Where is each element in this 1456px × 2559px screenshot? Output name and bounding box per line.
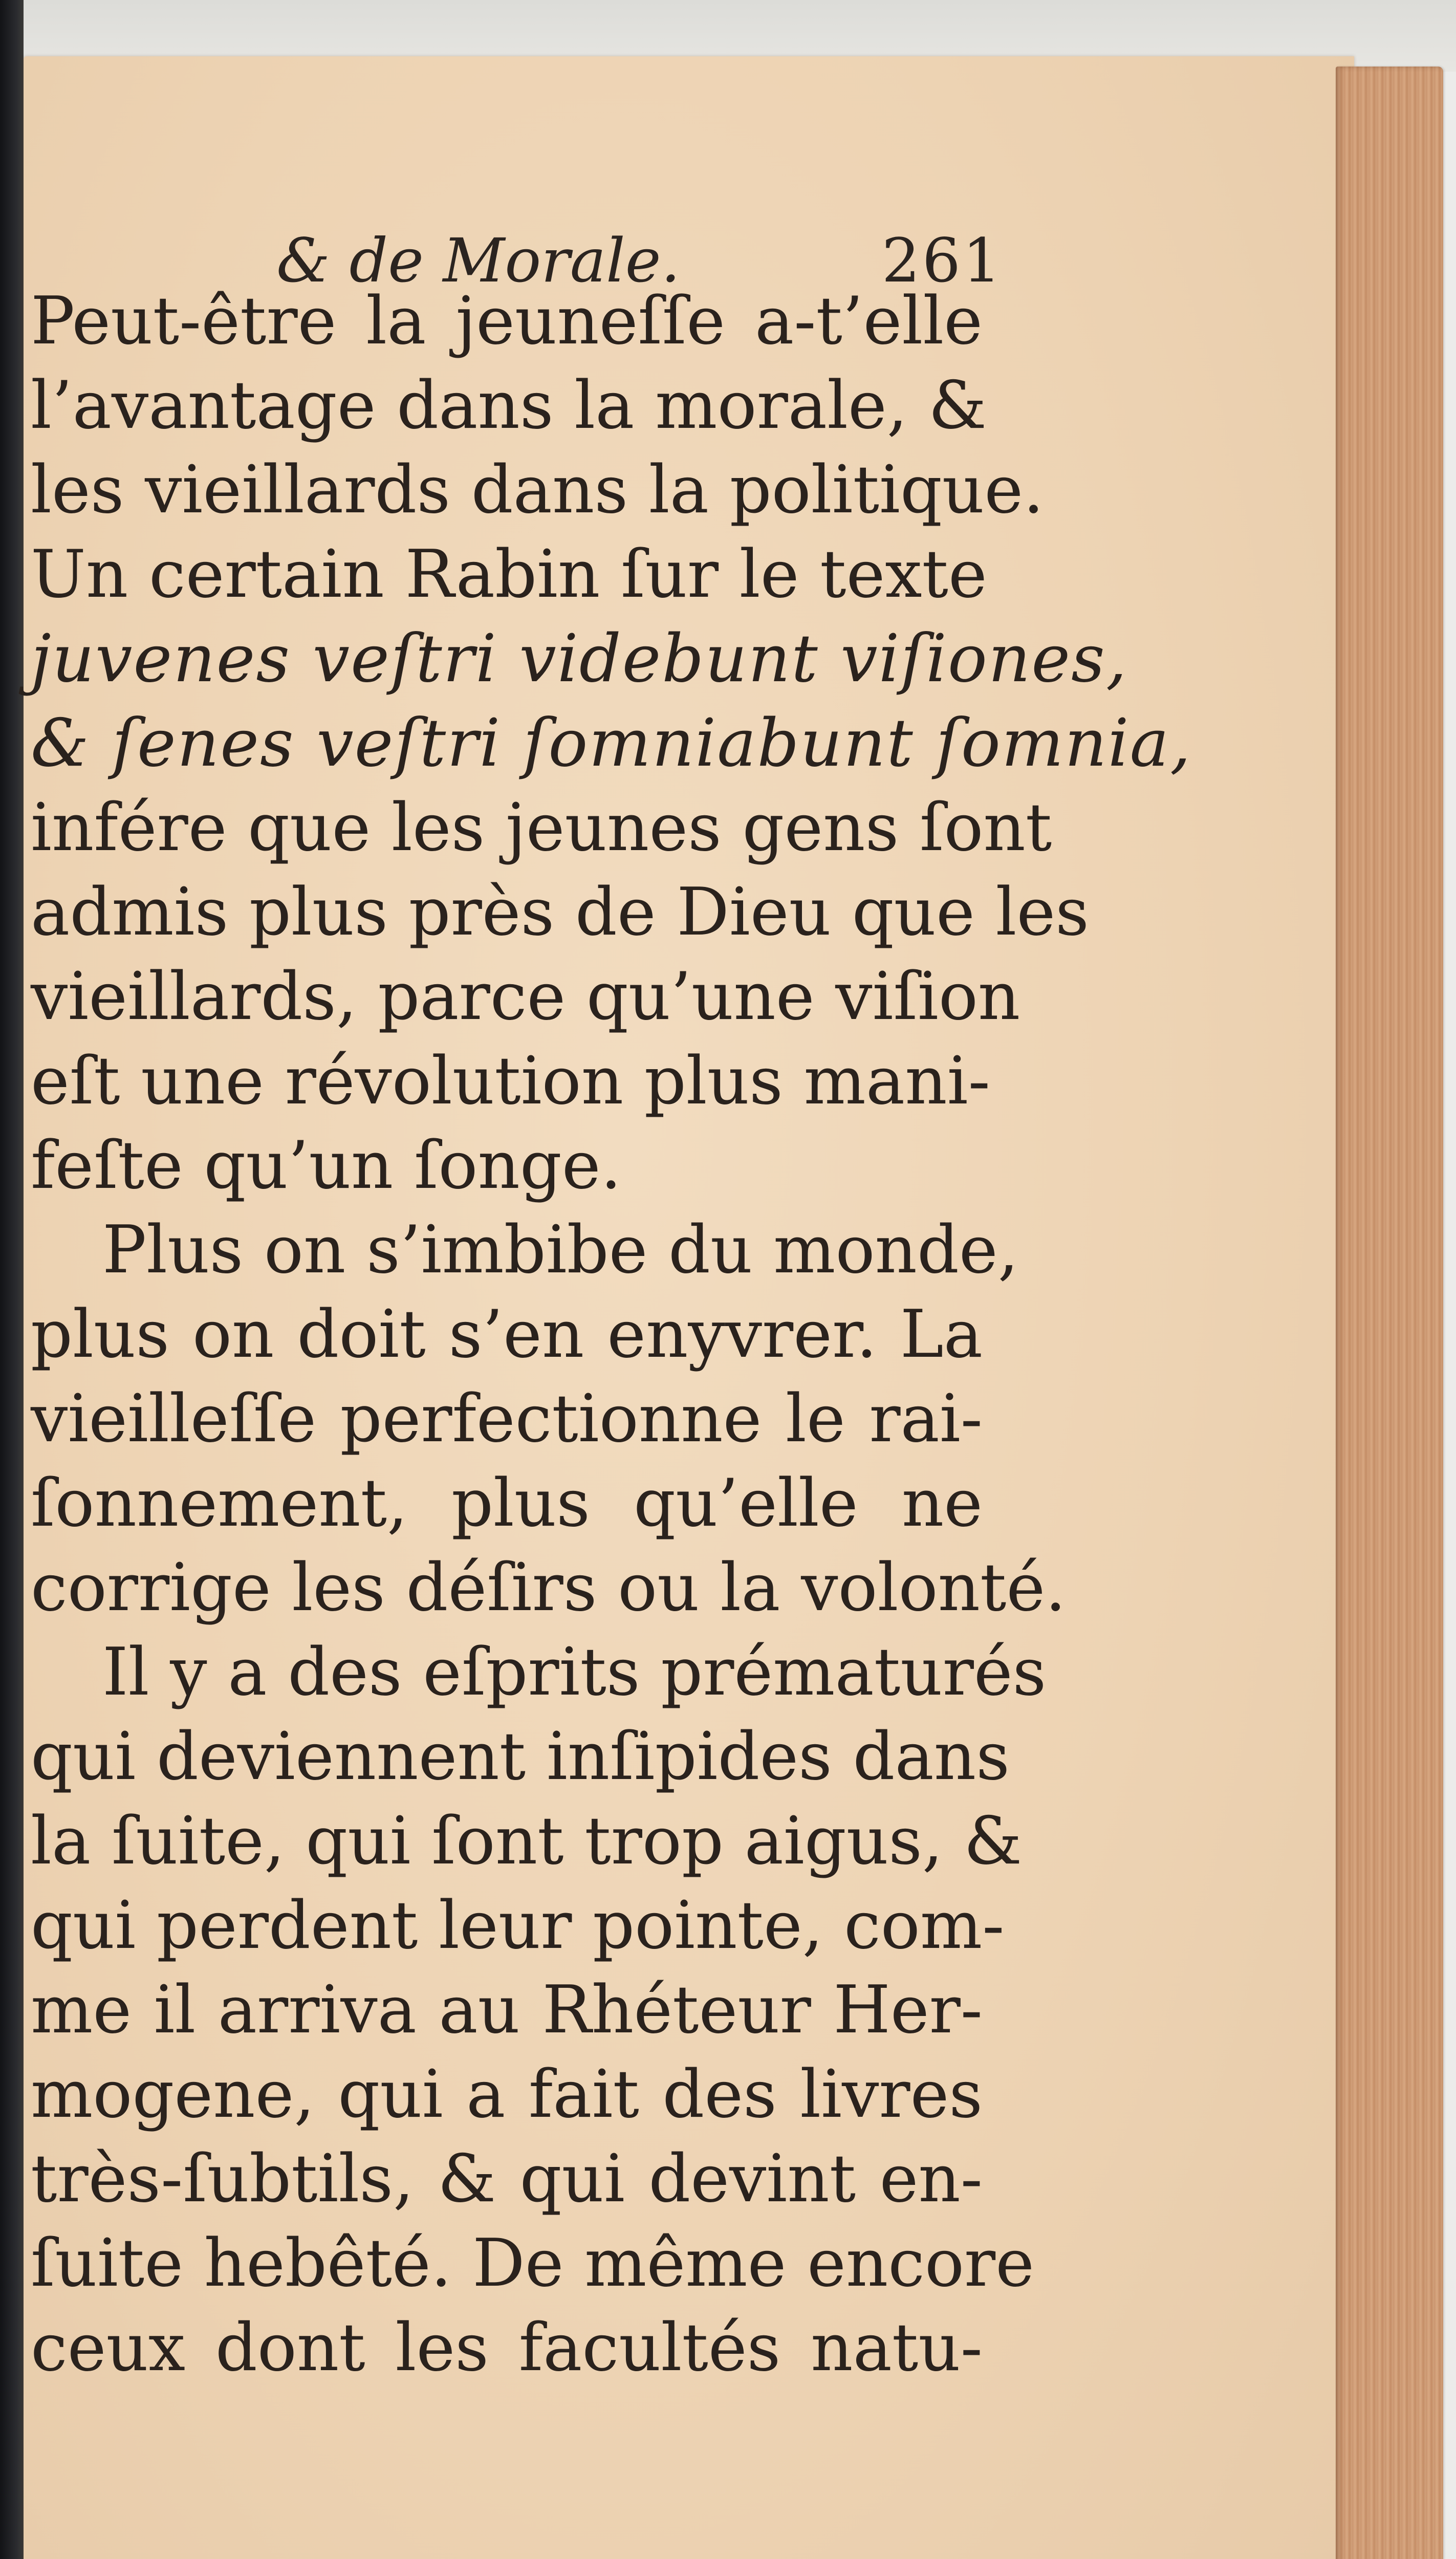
text-line: corrige les déſirs ou la volonté. [31, 1550, 1066, 1626]
page-number: 261 [881, 225, 1003, 296]
text-line: qui perdent leur pointe, com- [31, 1888, 1005, 1964]
page-edges [1336, 67, 1443, 2559]
text-line: ſonnement, plus qu’elle ne [31, 1465, 983, 1542]
text-line: eſt une révolution plus mani- [31, 1043, 990, 1119]
text-block [31, 279, 1192, 2390]
text-line: & ſenes veſtri ſomniabunt ſomnia, [31, 705, 1192, 782]
text-line: admis plus près de Dieu que les [31, 874, 1089, 950]
book-binding [0, 0, 24, 2559]
text-line: Un certain Rabin ſur le texte [31, 536, 987, 613]
text-line: ſuite hebêté. De même encore [31, 2225, 1034, 2302]
text-line: qui deviennent inſipides dans [31, 1719, 1010, 1795]
text-line: Plus on s’imbibe du monde, [102, 1212, 1019, 1288]
text-line: la ſuite, qui ſont trop aigus, & [31, 1803, 1023, 1879]
text-line: très-ſubtils, & qui devint en- [31, 2141, 983, 2217]
text-line: Peut-être la jeuneſſe a-t’elle [31, 283, 983, 359]
text-line: Il y a des eſprits prématurés [102, 1634, 1047, 1710]
text-line: vieilleſſe perfectionne le rai- [31, 1381, 983, 1457]
text-line: infére que les jeunes gens ſont [31, 790, 1052, 866]
text-line: l’avantage dans la morale, & [31, 367, 987, 444]
text-line: ceux dont les facultés natu- [31, 2310, 983, 2386]
text-line: juvenes veſtri videbunt viſiones, [31, 621, 1128, 697]
running-head-title: & de Morale. [276, 225, 681, 296]
text-line: vieillards, parce qu’une viſion [31, 959, 1020, 1035]
text-line: mogene, qui a fait des livres [31, 2056, 983, 2133]
text-line: plus on doit s’en enyvrer. La [31, 1296, 983, 1373]
text-line: les vieillards dans la politique. [31, 452, 1044, 528]
text-line: feſte qu’un ſonge. [31, 1127, 622, 1204]
text-line: me il arriva au Rhéteur Her- [31, 1972, 983, 2048]
